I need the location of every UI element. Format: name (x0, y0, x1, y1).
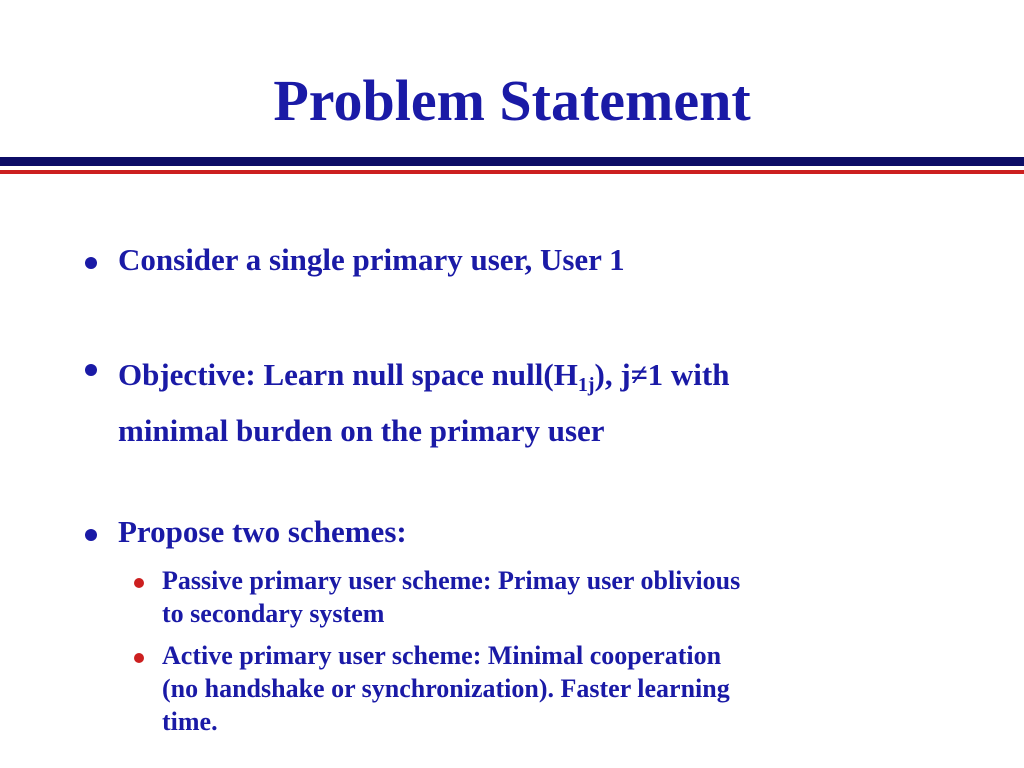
bullet-dot-icon (85, 364, 97, 376)
sub-bullet-line-2: to secondary system (162, 599, 385, 628)
sub-bullet-line-1: Active primary user scheme: Minimal cooperation (162, 641, 722, 670)
sub-bullet-line-2: (no handshake or synchronization). Faster learning (162, 674, 730, 703)
bullet-text: Consider a single primary user, User 1 (118, 242, 625, 277)
sub-bullet-passive (162, 564, 740, 630)
bullet-propose (118, 512, 407, 552)
objective-subscript: 1j (577, 374, 595, 396)
bullet-line-2: minimal burden on the primary user (118, 413, 605, 448)
bullet-objective (118, 347, 729, 459)
bullet-dot-icon (85, 529, 97, 541)
sub-bullet-line-1: Passive primary user scheme: Primay user oblivious (162, 566, 741, 595)
slide-title: Problem Statement (273, 68, 751, 133)
sub-bullet-dot-icon (134, 578, 144, 588)
sub-bullet-dot-icon (134, 653, 144, 663)
bullet-consider (118, 240, 625, 280)
bullet-text: Propose two schemes: (118, 514, 407, 549)
title-divider-navy (0, 157, 1024, 166)
bullet-dot-icon (85, 257, 97, 269)
objective-prefix: Objective: Learn null space null(H (118, 357, 578, 392)
bullet-line-1 (118, 347, 729, 403)
objective-suffix: ), j≠1 with (594, 357, 730, 392)
sub-bullet-line-3: time. (162, 707, 218, 736)
title-divider-red (0, 170, 1024, 174)
sub-bullet-active (162, 639, 730, 738)
